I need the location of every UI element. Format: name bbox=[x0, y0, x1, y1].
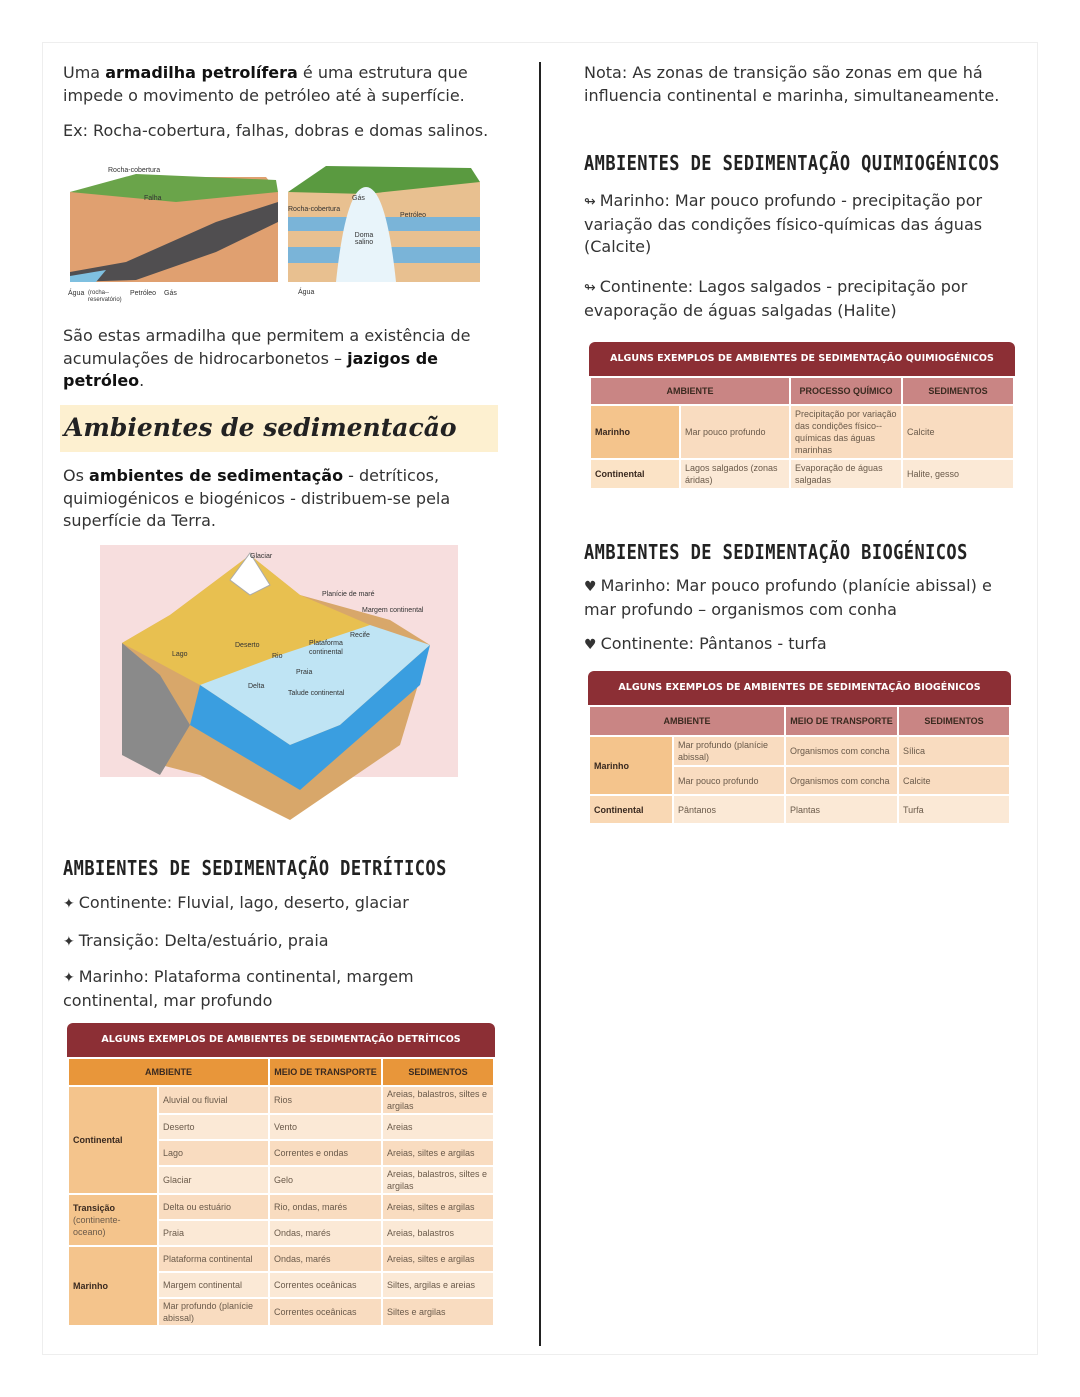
label-praia: Praia bbox=[296, 669, 313, 676]
col-header: SEDIMENTOS bbox=[898, 706, 1010, 736]
label-gas-2: Gás bbox=[352, 195, 365, 202]
table-cell: Lago bbox=[158, 1140, 269, 1166]
chemical-bullet: ↬ Continente: Lagos salgados - precipitação por evaporação de águas salgadas (Halite) bbox=[584, 277, 968, 320]
label-lago: Lago bbox=[172, 651, 188, 658]
table-cell: Areias, siltes e argilas bbox=[382, 1246, 494, 1272]
table-cell: Aluvial ou fluvial bbox=[158, 1086, 269, 1114]
biogenic-table bbox=[588, 671, 1011, 825]
table-cell: Areias, balastros, siltes e argilas bbox=[382, 1086, 494, 1114]
sedimentation-environments-diagram bbox=[100, 545, 460, 825]
table-row: Continental Pântanos Plantas Turfa bbox=[589, 795, 1010, 824]
chemical-bullet: ↬ Marinho: Mar pouco profundo - precipitação por variação das condições físico-químicas das águas (Calcite) bbox=[584, 191, 983, 256]
section-banner bbox=[60, 405, 498, 452]
sparkle-icon: ✦ bbox=[63, 970, 75, 986]
environments-intro: Os ambientes de sedimentação - detríticos, quimiogénicos e biogénicos - distribuem-se pela superfície da Terra. bbox=[63, 466, 451, 530]
label-recife: Recife bbox=[350, 632, 370, 639]
table-row: Continental Lagos salgados (zonas áridas) Evaporação de águas salgadas Halite, gesso bbox=[590, 459, 1014, 489]
table-title: ALGUNS EXEMPLOS DE AMBIENTES DE SEDIMENTAÇÃO BIOGÉNICOS bbox=[588, 671, 1011, 705]
table-title: ALGUNS EXEMPLOS DE AMBIENTES DE SEDIMENTAÇÃO DETRÍTICOS bbox=[67, 1023, 495, 1057]
table-cell: Rio, ondas, marés bbox=[269, 1194, 382, 1220]
label-rocha-reservatorio: (rocha--reservatório) bbox=[88, 290, 122, 303]
table-cell: Glaciar bbox=[158, 1166, 269, 1194]
label-rocha-cobertura-2: Rocha-cobertura bbox=[288, 206, 341, 213]
table-cell: Correntes e ondas bbox=[269, 1140, 382, 1166]
label-plataforma: Plataforma continental bbox=[309, 640, 343, 656]
table-cell: Correntes oceânicas bbox=[269, 1298, 382, 1326]
col-header: SEDIMENTOS bbox=[382, 1058, 494, 1086]
detrital-bullet: ✦ Continente: Fluvial, lago, deserto, glaciar bbox=[63, 893, 409, 912]
table-cell: Correntes oceânicas bbox=[269, 1272, 382, 1298]
col-header: AMBIENTE bbox=[590, 377, 790, 405]
table-cell: Rios bbox=[269, 1086, 382, 1114]
label-glaciar: Glaciar bbox=[250, 553, 273, 560]
table-cell: Ondas, marés bbox=[269, 1246, 382, 1272]
label-delta: Delta bbox=[248, 683, 265, 690]
group-cell: Transição (continente-oceano) bbox=[68, 1194, 158, 1246]
label-doma-salino: Doma salino bbox=[354, 232, 374, 246]
table-title: ALGUNS EXEMPLOS DE AMBIENTES DE SEDIMENTAÇÃO QUIMIOGÉNICOS bbox=[589, 342, 1015, 376]
col-header: SEDIMENTOS bbox=[902, 377, 1014, 405]
table-row: Marinho Mar profundo (planície abissal) Organismos com concha Sílica bbox=[589, 736, 1010, 766]
table-row bbox=[68, 1086, 494, 1114]
biogenic-heading: AMBIENTES DE SEDIMENTAÇÃO BIOGÉNICOS bbox=[584, 540, 968, 564]
table-row: Mar pouco profundo Organismos com concha Calcite bbox=[589, 766, 1010, 795]
label-gas: Gás bbox=[164, 290, 177, 297]
label-rocha-cobertura: Rocha-cobertura bbox=[108, 167, 161, 174]
label-deserto: Deserto bbox=[235, 642, 260, 649]
col-header: MEIO DE TRANSPORTE bbox=[269, 1058, 382, 1086]
accumulation-text: São estas armadilha que permitem a existência de acumulações de hidrocarbonetos – jazigos de petróleo. bbox=[63, 326, 471, 390]
col-header: MEIO DE TRANSPORTE bbox=[785, 706, 898, 736]
table-cell: Siltes, argilas e areias bbox=[382, 1272, 494, 1298]
table-cell: Praia bbox=[158, 1220, 269, 1246]
detrital-table bbox=[67, 1023, 495, 1327]
table-cell: Mar profundo (planície abissal) bbox=[158, 1298, 269, 1326]
label-agua-2: Água bbox=[298, 289, 315, 296]
table-cell: Siltes e argilas bbox=[382, 1298, 494, 1326]
label-planicie-mare: Planície de maré bbox=[322, 591, 375, 598]
heart-icon: ♥ bbox=[584, 579, 597, 595]
squiggle-arrow-icon: ↬ bbox=[584, 280, 596, 296]
table-cell: Areias, balastros, siltes e argilas bbox=[382, 1166, 494, 1194]
chemical-table bbox=[589, 342, 1015, 490]
label-margem-continental: Margem continental bbox=[362, 607, 424, 614]
group-cell: Marinho bbox=[68, 1246, 158, 1326]
biogenic-bullet: ♥ Marinho: Mar pouco profundo (planície abissal) e mar profundo – organismos com conha bbox=[584, 576, 992, 619]
biogenic-bullet: ♥ Continente: Pântanos - turfa bbox=[584, 634, 827, 653]
table-cell: Gelo bbox=[269, 1166, 382, 1194]
table-cell: Vento bbox=[269, 1114, 382, 1140]
column-divider bbox=[539, 62, 541, 1346]
table-cell: Ondas, marés bbox=[269, 1220, 382, 1246]
col-header: AMBIENTE bbox=[589, 706, 785, 736]
table-cell: Plataforma continental bbox=[158, 1246, 269, 1272]
table-row bbox=[68, 1194, 494, 1220]
label-petroleo-2: Petróleo bbox=[400, 212, 427, 219]
transition-note: Nota: As zonas de transição são zonas em que há influencia continental e marinha, simultaneamente. bbox=[584, 63, 1000, 105]
table-cell: Areias bbox=[382, 1114, 494, 1140]
table-row: Marinho Mar pouco profundo Precipitação por variação das condições físico--químicas das águas marinhas Calcite bbox=[590, 405, 1014, 459]
trap-examples: Ex: Rocha-cobertura, falhas, dobras e domas salinos. bbox=[63, 121, 489, 140]
label-rio: Rio bbox=[272, 653, 283, 660]
label-falha: Falha bbox=[144, 195, 162, 202]
banner-title: Ambientes de sedimentacão bbox=[64, 413, 457, 442]
sparkle-icon: ✦ bbox=[63, 896, 75, 912]
table-cell: Areias, siltes e argilas bbox=[382, 1194, 494, 1220]
table-cell: Areias, balastros bbox=[382, 1220, 494, 1246]
trap-definition: Uma armadilha petrolífera é uma estrutura que impede o movimento de petróleo até à superfície. bbox=[63, 63, 468, 105]
table-cell: Margem continental bbox=[158, 1272, 269, 1298]
col-header: PROCESSO QUÍMICO bbox=[790, 377, 902, 405]
heart-icon: ♥ bbox=[584, 637, 597, 653]
squiggle-arrow-icon: ↬ bbox=[584, 194, 596, 210]
col-header: AMBIENTE bbox=[68, 1058, 269, 1086]
table-cell: Areias, siltes e argilas bbox=[382, 1140, 494, 1166]
detrital-bullet: ✦ Marinho: Plataforma continental, margem continental, mar profundo bbox=[63, 967, 414, 1010]
oil-trap-diagram bbox=[66, 162, 482, 302]
table-cell: Deserto bbox=[158, 1114, 269, 1140]
table-cell: Delta ou estuário bbox=[158, 1194, 269, 1220]
detrital-heading: AMBIENTES DE SEDIMENTAÇÃO DETRÍTICOS bbox=[63, 856, 447, 880]
group-cell: Continental bbox=[68, 1086, 158, 1194]
label-agua: Água bbox=[68, 290, 85, 297]
label-talude: Talude continental bbox=[288, 690, 345, 697]
label-petroleo: Petróleo bbox=[130, 290, 157, 297]
sparkle-icon: ✦ bbox=[63, 934, 75, 950]
detrital-bullet: ✦ Transição: Delta/estuário, praia bbox=[63, 931, 329, 950]
chemical-heading: AMBIENTES DE SEDIMENTAÇÃO QUIMIOGÉNICOS bbox=[584, 151, 1000, 175]
table-row bbox=[68, 1246, 494, 1272]
